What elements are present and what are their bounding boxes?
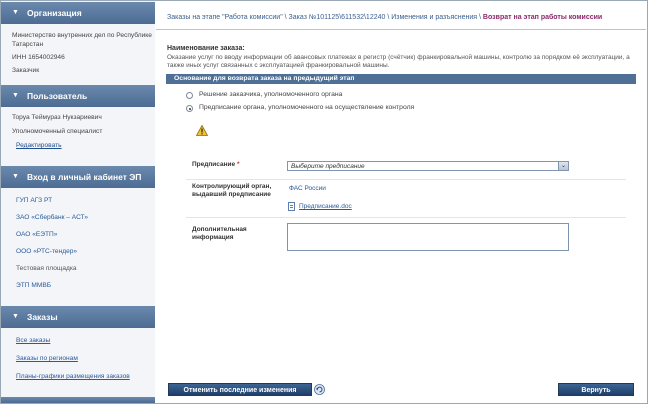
undo-changes-button[interactable]: Отменить последние изменения (168, 383, 312, 396)
document-icon (288, 202, 295, 211)
warning-icon (196, 125, 208, 136)
prescription-label (192, 161, 240, 169)
section-header: Основание для возврата заказа на предыдущий этап (166, 74, 636, 84)
sidebar-section-organization[interactable] (1, 2, 155, 24)
additional-info-label-line2: информация (192, 234, 234, 241)
sidebar-section-orders[interactable] (1, 306, 155, 328)
org-inn: ИНН 1654002946 (12, 54, 65, 61)
required-mark: * (236, 161, 240, 168)
divider (186, 217, 626, 218)
breadcrumb-link[interactable]: Заказы на этапе "Работа комиссии" (167, 14, 283, 21)
ep-item[interactable]: ГУП АГЗ РТ (16, 197, 53, 204)
document-link[interactable] (288, 202, 352, 211)
orders-link-all[interactable]: Все заказы (16, 337, 51, 344)
sidebar-section-title: Пользователь (27, 91, 88, 101)
breadcrumb-link[interactable]: Изменения и разъяснения (391, 14, 478, 21)
breadcrumb-current: Возврат на этап работы комиссии (482, 14, 603, 21)
chevron-down-icon[interactable]: ⌄ (558, 162, 568, 170)
org-name-line2: Татарстан (12, 41, 44, 48)
triangle-down-icon: ▼ (12, 9, 19, 16)
ep-item[interactable]: Тестовая площадка (16, 265, 77, 272)
orders-link-regions[interactable]: Заказы по регионам (16, 355, 78, 362)
sidebar-section-ep[interactable] (1, 166, 155, 188)
org-role: Заказчик (12, 67, 40, 74)
triangle-down-icon: ▼ (12, 173, 19, 180)
return-button[interactable]: Вернуть (558, 383, 634, 396)
radio-label: Решение заказчика, уполномоченного органа (199, 91, 343, 98)
sidebar-section-user[interactable] (1, 85, 155, 107)
prescription-label-text: Предписание (192, 161, 236, 168)
prescription-select[interactable] (287, 161, 569, 171)
ep-item[interactable]: ЗАО «Сбербанк – АСТ» (16, 214, 89, 221)
ep-item[interactable]: ОАО «ЕЭТП» (16, 231, 58, 238)
breadcrumb-link[interactable]: Заказ №101125\611532\12240 (288, 14, 386, 21)
radio-button[interactable] (186, 92, 193, 99)
divider (186, 179, 626, 180)
orders-link-plans[interactable]: Планы-графики размещения заказов (16, 373, 130, 380)
undo-icon[interactable] (314, 384, 325, 395)
additional-info-label-line1: Дополнительная (192, 226, 247, 233)
user-role: Уполномоченный специалист (12, 128, 103, 135)
divider (156, 29, 646, 30)
authority-label (192, 183, 271, 199)
user-name: Торуа Теймураз Нукзариевич (12, 114, 102, 121)
order-name-label: Наименование заказа: (167, 45, 245, 52)
triangle-down-icon: ▼ (12, 313, 19, 320)
ep-item[interactable]: ООО «РТС-тендер» (16, 248, 78, 255)
ep-item[interactable]: ЭТП ММВБ (16, 282, 52, 289)
edit-profile-link[interactable]: Редактировать (16, 142, 62, 149)
document-name[interactable]: Предписание.doc (299, 203, 352, 210)
radio-button[interactable] (186, 105, 193, 112)
sidebar (1, 1, 155, 402)
triangle-down-icon: ▼ (12, 92, 19, 99)
org-name-line1: Министерство внутренних дел по Республике (12, 32, 152, 39)
sidebar-section-title: Организация (27, 8, 82, 18)
breadcrumb-separator: \ (385, 14, 392, 21)
breadcrumb-separator: \ (282, 14, 289, 21)
additional-info-textarea[interactable] (287, 223, 569, 251)
main-content (156, 1, 646, 402)
breadcrumb-separator: \ (477, 14, 483, 21)
sidebar-section-next (1, 397, 155, 403)
additional-info-label (192, 226, 247, 242)
authority-label-line2: выдавший предписание (192, 191, 271, 198)
radio-label: Предписание органа, уполномоченного на осуществление контроля (199, 104, 415, 111)
sidebar-section-title: Вход в личный кабинет ЭП (27, 172, 142, 182)
order-name-text: Оказание услуг по вводу информации об авансовых платежах в регистр (счётчик) франкировальной машины, контролю за порядком её эксплуатации, а также иных услуг связанных с эксплуатацией франкировальной машины. (167, 54, 630, 69)
authority-label-line1: Контролирующий орган, (192, 183, 272, 190)
breadcrumb (167, 14, 602, 21)
authority-value[interactable]: ФАС России (289, 185, 326, 192)
sidebar-section-title: Заказы (27, 312, 58, 322)
prescription-select-value: Выберите предписание (291, 163, 365, 170)
